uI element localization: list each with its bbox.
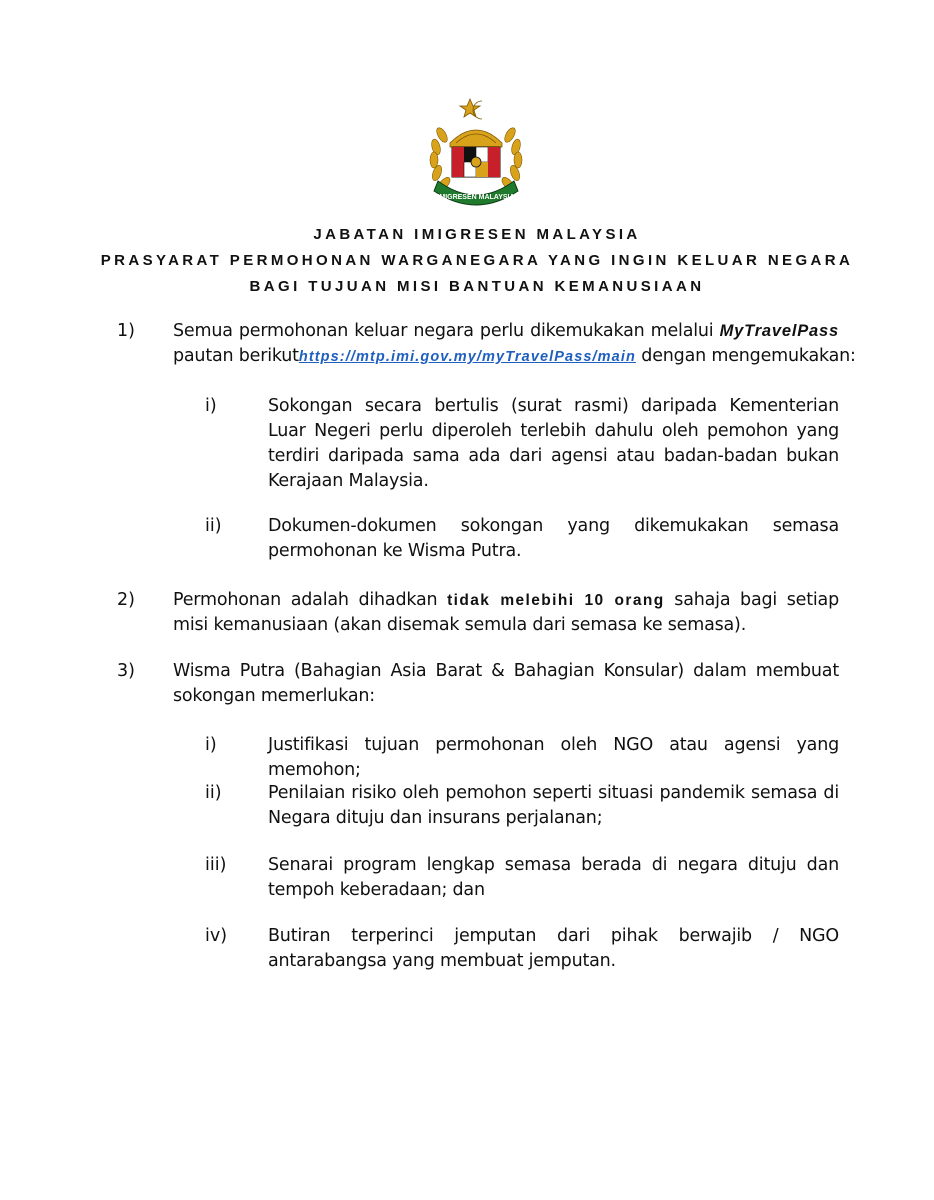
item-1-text-a: Semua permohonan keluar negara perlu dikemukakan melalui [173, 321, 714, 341]
item-number: 3) [117, 661, 135, 681]
subitem-text: Sokongan secara bertulis (surat rasmi) daripada Kementerian Luar Negeri perlu diperoleh terlebih dahulu oleh pemohon yang terdiri daripada sama ada dari agensi atau badan-badan bukan Kerajaan Malaysia. [268, 396, 839, 491]
subitem-number: ii) [205, 516, 222, 536]
subitem-text: Dokumen-dokumen sokongan yang dikemukakan semasa permohonan ke Wisma Putra. [268, 516, 839, 561]
limit-emphasis: tidak melebihi 10 orang [447, 592, 665, 609]
title-line-3: BAGI TUJUAN MISI BANTUAN KEMANUSIAAN [249, 278, 705, 295]
subitem-text: Penilaian risiko oleh pemohon seperti situasi pandemik semasa di Negara dituju dan insurans perjalanan; [268, 783, 839, 828]
item-2-text-a: Permohonan adalah dihadkan [173, 590, 438, 610]
item-number: 1) [117, 321, 135, 341]
item-1-text [173, 319, 856, 370]
imigresen-crest-logo [420, 95, 532, 213]
title-line-2: PRASYARAT PERMOHONAN WARGANEGARA YANG INGIN KELUAR NEGARA [100, 252, 854, 269]
svg-text:IMIGRESEN MALAYSIA: IMIGRESEN MALAYSIA [437, 194, 515, 201]
mytravelpass-emphasis: MyTravelPass [719, 322, 839, 340]
document-title [80, 222, 874, 300]
item-3-text: Wisma Putra (Bahagian Asia Barat & Bahagian Konsular) dalam membuat sokongan memerlukan: [173, 661, 839, 706]
title-line-1: JABATAN IMIGRESEN MALAYSIA [313, 226, 641, 243]
item-2-text-b: sahaja bagi setiap misi kemanusiaan (akan disemak semula dari semasa ke semasa). [173, 590, 839, 635]
subitem-text: Senarai program lengkap semasa berada di negara dituju dan tempoh keberadaan; dan [268, 855, 839, 900]
item-1-text-b: pautan berikut [173, 346, 299, 366]
subitem-number: iii) [205, 855, 227, 875]
subitem-text: Justifikasi tujuan permohonan oleh NGO atau agensi yang memohon; [268, 735, 839, 780]
subitem-number: i) [205, 396, 217, 416]
subitem-number: ii) [205, 783, 222, 803]
item-2-text [173, 588, 839, 638]
subitem-text: Butiran terperinci jemputan dari pihak berwajib / NGO antarabangsa yang membuat jemputan. [268, 926, 839, 971]
item-1-line-2 [173, 344, 856, 370]
subitem-number: i) [205, 735, 217, 755]
item-1-line-1 [173, 319, 839, 344]
subitem-number: iv) [205, 926, 228, 946]
item-1-text-c: dengan mengemukakan: [641, 346, 856, 366]
mytravelpass-link[interactable]: https://mtp.imi.gov.my/myTravelPass/main [298, 349, 636, 365]
item-number: 2) [117, 590, 135, 610]
